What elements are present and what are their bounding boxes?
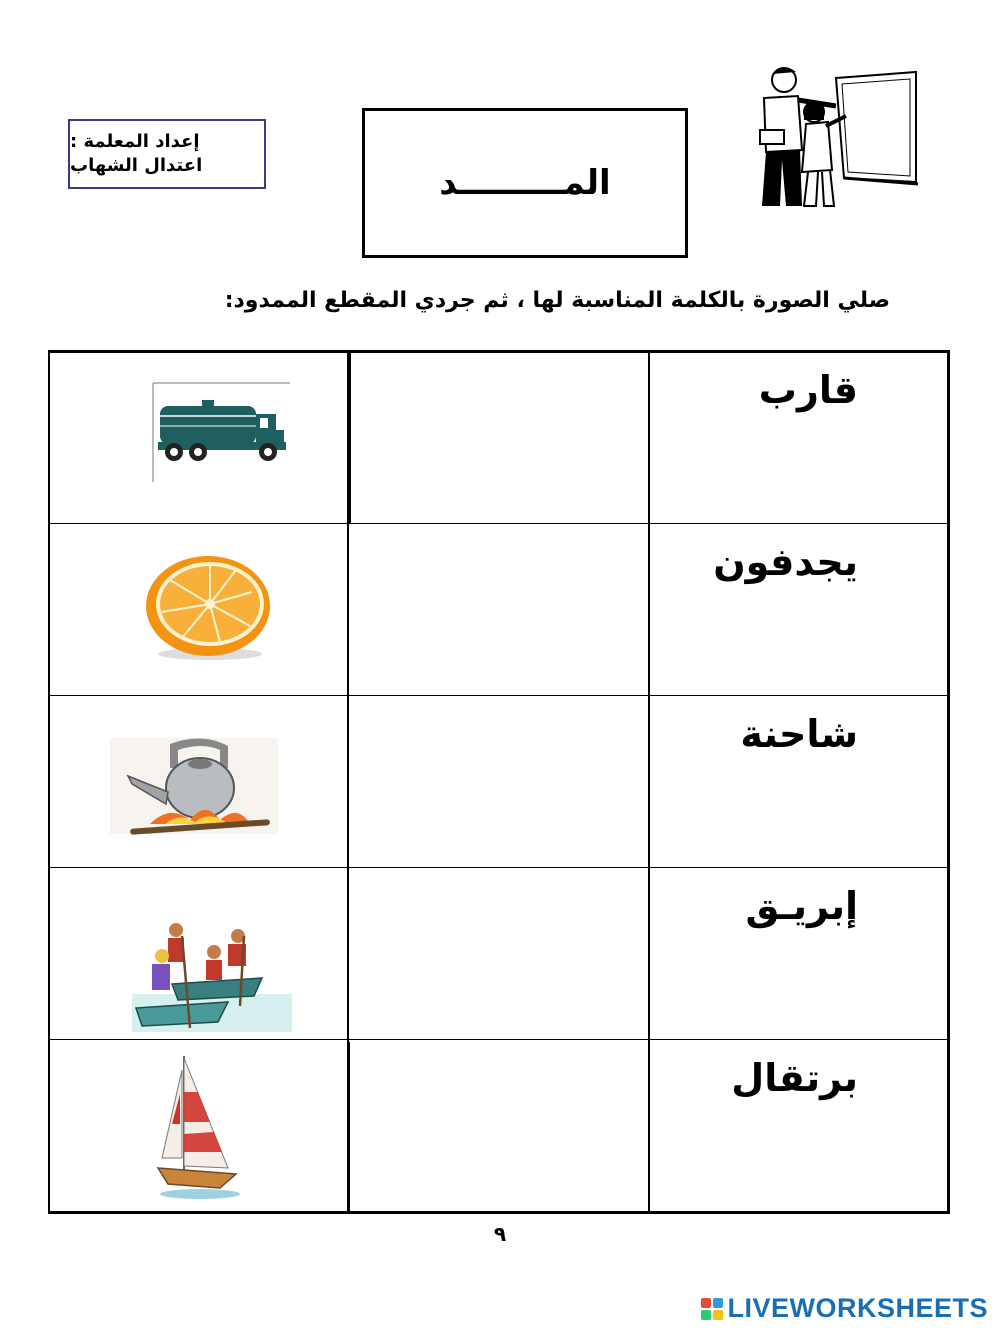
word-burtuqal[interactable]: برتقال xyxy=(731,1056,858,1100)
answer-cell-3[interactable] xyxy=(351,697,647,867)
teacher-credit-box xyxy=(68,119,266,189)
liveworksheets-logo-icon xyxy=(701,1298,723,1320)
title-box xyxy=(362,108,688,258)
tanker-truck-icon[interactable] xyxy=(152,382,292,484)
answer-cell-1[interactable] xyxy=(351,353,647,523)
teacher-student-illustration xyxy=(736,60,922,210)
page-number: ٩ xyxy=(493,1222,507,1246)
word-ibriq[interactable]: إبريـق xyxy=(745,884,858,928)
sailboat-icon[interactable] xyxy=(156,1054,242,1204)
word-yajdifun[interactable]: يجدفون xyxy=(713,540,858,584)
word-shahina[interactable]: شاحنة xyxy=(740,712,858,756)
page-title: المـــــــــد xyxy=(439,163,611,203)
brand-text: LIVEWORKSHEETS xyxy=(727,1293,988,1323)
instruction-text: صلي الصورة بالكلمة المناسبة لها ، ثم جردي المقطع الممدود: xyxy=(224,288,890,313)
word-qarib[interactable]: قارب xyxy=(758,368,858,412)
matching-table xyxy=(48,350,950,1214)
answer-cell-5[interactable] xyxy=(351,1041,647,1211)
liveworksheets-brand[interactable] xyxy=(701,1293,988,1324)
teacher-label: إعداد المعلمة : xyxy=(70,131,200,152)
kettle-on-fire-icon[interactable] xyxy=(110,738,280,836)
answer-cell-2[interactable] xyxy=(351,525,647,695)
orange-half-icon[interactable] xyxy=(144,552,274,664)
rowing-boats-icon[interactable] xyxy=(132,916,292,1034)
teacher-name: اعتدال الشهاب xyxy=(70,155,203,176)
answer-cell-4[interactable] xyxy=(351,869,647,1039)
